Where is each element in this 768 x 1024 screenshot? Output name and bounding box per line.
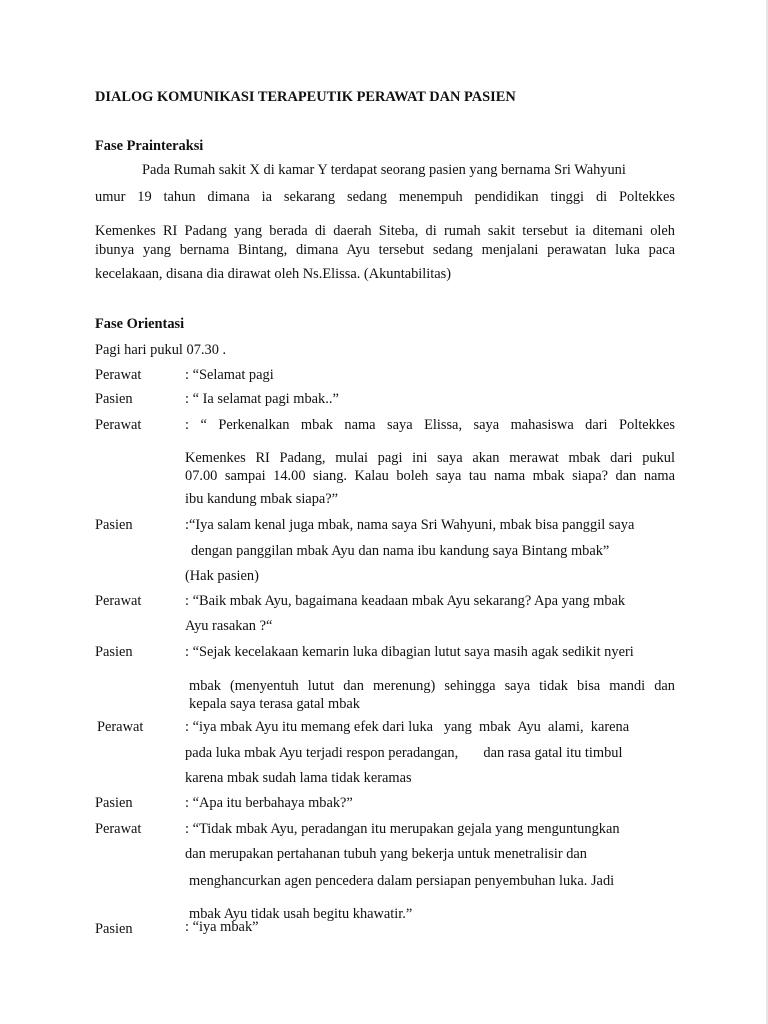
paragraph-line: Kemenkes RI Padang yang berada di daerah Siteba, di rumah sakit tersebut ia ditemani oleh [95,223,675,239]
paragraph-line: kecelakaan, disana dia dirawat oleh Ns.Elissa. (Akuntabilitas) [95,266,452,282]
section-heading-prainteraksi: Fase Prainteraksi [95,138,204,154]
dialog-line: pada luka mbak Ayu terjadi respon peradangan, dan rasa gatal itu timbul [185,745,623,761]
dialog-line: : “iya mbak Ayu itu memang efek dari luka yang mbak Ayu alami, karena [185,719,630,735]
speaker-label: Pasien [95,391,133,407]
dialog-line: : “iya mbak” [185,919,259,935]
speaker-label: Pasien [95,795,133,811]
dialog-line: dan merupakan pertahanan tubuh yang bekerja untuk menetralisir dan [185,846,587,862]
dialog-line: : “Baik mbak Ayu, bagaimana keadaan mbak Ayu sekarang? Apa yang mbak [185,593,626,609]
dialog-line: : “Tidak mbak Ayu, peradangan itu merupakan gejala yang menguntungkan [185,821,620,837]
dialog-line: : “Selamat pagi [185,367,274,383]
time-note: Pagi hari pukul 07.30 . [95,342,227,358]
dialog-line: : “Apa itu berbahaya mbak?” [185,795,353,811]
paragraph-line: umur 19 tahun dimana ia sekarang sedang menempuh pendidikan tinggi di Poltekkes [95,189,675,205]
paragraph-line: Pada Rumah sakit X di kamar Y terdapat seorang pasien yang bernama Sri Wahyuni [142,162,626,178]
speaker-label: Perawat [95,593,142,609]
dialog-line: karena mbak sudah lama tidak keramas [185,770,412,786]
dialog-line: : “ Perkenalkan mbak nama saya Elissa, saya mahasiswa dari Poltekkes [185,417,675,433]
speaker-label: Perawat [95,417,142,433]
speaker-label: Perawat [97,719,144,735]
dialog-line: dengan panggilan mbak Ayu dan nama ibu kandung saya Bintang mbak” [191,543,610,559]
dialog-line: ibu kandung mbak siapa?” [185,491,339,507]
dialog-line: 07.00 sampai 14.00 siang. Kalau boleh saya tau nama mbak siapa? dan nama [185,468,675,484]
dialog-line: Kemenkes RI Padang, mulai pagi ini saya akan merawat mbak dari pukul [185,450,675,466]
dialog-line: : “Sejak kecelakaan kemarin luka dibagian lutut saya masih agak sedikit nyeri [185,644,634,660]
speaker-label: Pasien [95,517,133,533]
speaker-label: Pasien [95,644,133,660]
dialog-line: kepala saya terasa gatal mbak [189,696,361,712]
speaker-label: Perawat [95,821,142,837]
dialog-line: mbak Ayu tidak usah begitu khawatir.” [189,906,413,922]
section-heading-orientasi: Fase Orientasi [95,316,185,332]
speaker-label: Perawat [95,367,142,383]
dialog-line: mbak (menyentuh lutut dan merenung) sehingga saya tidak bisa mandi dan [189,678,675,694]
speaker-label: Pasien [95,921,133,937]
paragraph-line: ibunya yang bernama Bintang, dimana Ayu tersebut sedang menjalani perawatan luka paca [95,242,675,258]
dialog-line: :“Iya salam kenal juga mbak, nama saya Sri Wahyuni, mbak bisa panggil saya [185,517,635,533]
dialog-line: (Hak pasien) [185,568,259,584]
dialog-line: Ayu rasakan ?“ [185,618,273,634]
dialog-line: : “ Ia selamat pagi mbak..” [185,391,339,407]
document-title: DIALOG KOMUNIKASI TERAPEUTIK PERAWAT DAN PASIEN [95,89,516,105]
dialog-line: menghancurkan agen pencedera dalam persiapan penyembuhan luka. Jadi [189,873,615,889]
